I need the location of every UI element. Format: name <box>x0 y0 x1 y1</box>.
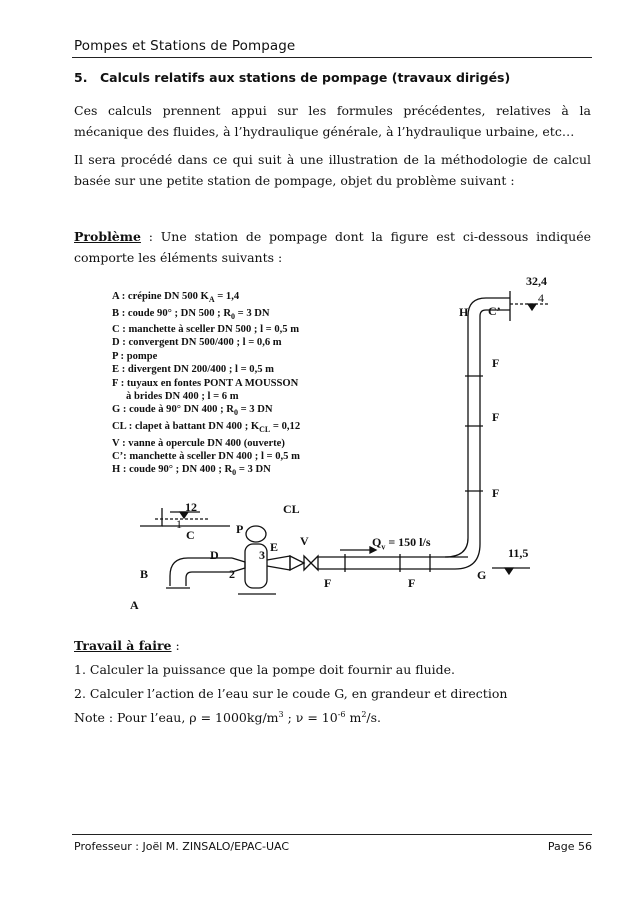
work-colon: : <box>171 638 180 653</box>
suction-bend-b-inner <box>186 572 232 586</box>
problem-paragraph <box>74 227 591 268</box>
label-b: B <box>140 567 149 581</box>
legend-item-c: C : manchette à sceller DN 500 ; l = 0,5 m <box>112 324 300 336</box>
label-f-4: F <box>324 576 332 590</box>
problem-sep: : <box>140 229 161 244</box>
legend-item-p: P : pompe <box>112 350 158 362</box>
label-e: E <box>270 540 279 554</box>
label-f-5: F <box>408 576 416 590</box>
label-level-top: 32,4 <box>526 274 547 288</box>
label-point-4: 4 <box>538 291 544 305</box>
pump-casing <box>246 526 266 542</box>
footer-author: Professeur : Joël M. ZINSALO/EPAC-UAC <box>74 840 290 853</box>
question-2: 2. Calculer l’action de l’eau sur le coude G, en grandeur et direction <box>74 686 508 701</box>
divergent-e <box>267 556 290 570</box>
label-p: P <box>236 522 244 536</box>
header-divider <box>72 57 592 58</box>
level-115-triangle <box>505 568 513 574</box>
page-header: Pompes et Stations de Pompage <box>74 38 296 54</box>
label-level-left: 12 <box>185 500 197 514</box>
question-1: 1. Calculer la puissance que la pompe doit fournir au fluide. <box>74 662 456 677</box>
label-point-3: 3 <box>259 548 265 562</box>
legend-item-b: B : coude 90° ; DN 500 ; $R_0 = 3$ DN <box>112 307 270 321</box>
left-reservoir-wall <box>140 508 162 526</box>
section-title: Calculs relatifs aux stations de pompage (travaux dirigés) <box>100 70 511 85</box>
work-heading <box>74 638 180 653</box>
label-c: C <box>186 528 195 542</box>
legend-item-f-cont: à brides DN 400 ; l = 6 m <box>126 391 239 403</box>
label-level-right: 11,5 <box>508 546 529 560</box>
legend-item-f: F : tuyaux en fontes PONT A MOUSSON <box>112 377 299 389</box>
legend-item-v: V : vanne à opercule DN 400 (ouverte) <box>112 437 285 449</box>
level-324-triangle <box>528 304 536 310</box>
section-heading <box>74 70 510 85</box>
legend-item-d: D : convergent DN 500/400 ; l = 0,6 m <box>112 337 282 349</box>
label-cl: CL <box>283 502 300 516</box>
label-a: A <box>130 598 139 612</box>
label-f-1: F <box>492 356 500 370</box>
label-g: G <box>477 568 487 582</box>
label-f-3: F <box>492 486 500 500</box>
component-legend <box>112 290 300 480</box>
legend-item-cprime: C’: manchette à sceller DN 400 ; l = 0,5 m <box>112 450 300 462</box>
work-title: Travail à faire <box>74 638 172 653</box>
problem-text: Une station de pompage dont la figure est ci-dessous indiquée comporte les éléments suivants : <box>74 229 591 265</box>
label-h: H <box>459 305 469 319</box>
legend-item-e: E : divergent DN 200/400 ; l = 0,5 m <box>112 364 274 376</box>
footer-divider <box>72 834 592 835</box>
intro-paragraph-2: Il sera procédé dans ce qui suit à une illustration de la méthodologie de calcul basée sur une petite station de pompage, objet du problème suivant : <box>74 152 591 188</box>
label-flow-rate: $Q_v = 150$ l/s <box>372 535 431 552</box>
legend-item-g: G : coude à 90° DN 400 ; $R_0 = 3$ DN <box>112 404 273 418</box>
legend-item-h: H : coude 90° ; DN 400 ; $R_0 = 3$ DN <box>112 464 271 478</box>
label-f-2: F <box>492 410 500 424</box>
intro-paragraph-1: Ces calculs prennent appui sur les formules précédentes, relatives à la mécanique des fluides, à l’hydraulique générale, à l’hydraulique urbaine, etc… <box>74 103 591 139</box>
label-c-prime: C’ <box>488 304 501 318</box>
legend-item-cl: CL : clapet à battant DN 400 ; $K_{CL} = 0,12$ <box>112 420 301 435</box>
bend-g-inner <box>445 426 468 557</box>
check-valve-cl <box>290 556 304 570</box>
problem-label: Problème <box>74 229 141 244</box>
note-line: Note : Pour l’eau, $\rho = 1000kg/m^3$ ; $\nu = 10^{-6}$ $m^2/s$. <box>74 710 382 726</box>
gate-valve-v <box>304 556 318 570</box>
footer-page-number: Page 56 <box>547 840 592 853</box>
section-number: 5. <box>74 70 88 85</box>
label-point-2: 2 <box>229 567 235 581</box>
label-d: D <box>210 548 219 562</box>
label-v: V <box>300 534 309 548</box>
label-point-1: 1 <box>176 517 182 531</box>
legend-item-a: A : crépine DN 500 $K_A = 1,4$ <box>112 291 240 305</box>
